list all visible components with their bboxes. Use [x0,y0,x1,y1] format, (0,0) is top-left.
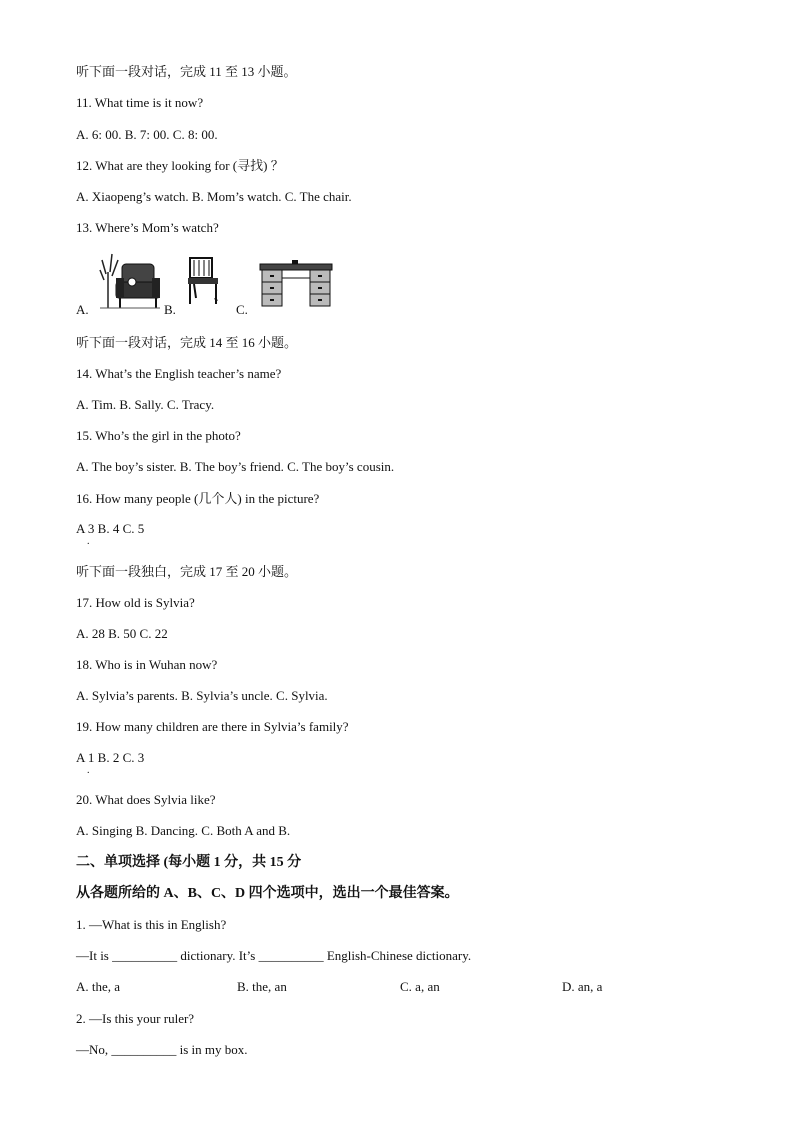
options-11: A. 6: 00. B. 7: 00. C. 8: 00. [76,127,218,142]
options-14: A. Tim. B. Sally. C. Tracy. [76,397,215,412]
mc-question-1-sentence: —It is __________ dictionary. It’s __________ English-Chinese dictionary. [76,948,472,963]
mc-question-2-sentence: —No, __________ is in my box. [76,1042,248,1057]
question-17: 17. How old is Sylvia? [76,595,195,610]
chair-icon [184,256,226,306]
options-19: A 1 B. 2 C. 3 [76,750,145,765]
question-16: 16. How many people (几个人) in the picture? [76,491,320,506]
mc-question-1-options [76,979,676,995]
desk-icon [258,260,334,308]
section-heading-14-16: 听下面一段对话，完成 14 至 16 小题。 [76,335,298,350]
question-19: 19. How many children are there in Sylvia’s family? [76,719,349,734]
question-15: 15. Who’s the girl in the photo? [76,428,241,443]
question-11: 11. What time is it now? [76,95,204,110]
mc-question-1: 1. —What is this in English? [76,917,227,932]
section-heading-17-20: 听下面一段独白，完成 17 至 20 小题。 [76,564,298,579]
section-2-instructions: 从各题所给的 A、B、C、D 四个选项中，选出一个最佳答案。 [76,886,459,901]
question-20: 20. What does Sylvia like? [76,792,216,807]
mc-question-2: 2. —Is this your ruler? [76,1011,195,1026]
options-17: A. 28 B. 50 C. 22 [76,626,168,641]
options-18: A. Sylvia’s parents. B. Sylvia’s uncle. C. Sylvia. [76,688,328,703]
option-b-label: B. [164,302,176,317]
options-20: A. Singing B. Dancing. C. Both A and B. [76,823,291,838]
question-14: 14. What’s the English teacher’s name? [76,366,282,381]
options-16: A 3 B. 4 C. 5 [76,521,145,536]
section-heading-11-13: 听下面一段对话，完成 11 至 13 小题。 [76,64,297,79]
option-a-label: A. [76,302,89,317]
mc-option-a: A. the, a [76,979,121,994]
mc-option-b: B. the, an [237,979,287,994]
options-12: A. Xiaopeng’s watch. B. Mom’s watch. C. The chair. [76,189,352,204]
dot-mark: . [87,765,90,776]
mc-option-c: C. a, an [400,979,440,994]
question-12: 12. What are they looking for (寻找) ？ [76,158,284,173]
mc-option-d: D. an, a [562,979,603,994]
question-18: 18. Who is in Wuhan now? [76,657,218,672]
option-c-label: C. [236,302,248,317]
options-15: A. The boy’s sister. B. The boy’s friend. C. The boy’s cousin. [76,459,395,474]
question-13-picture-options [76,250,376,320]
armchair-icon [98,250,160,312]
section-2-heading: 二、单项选择 (每小题 1 分，共 15 分 [76,855,302,870]
dot-mark: . [87,536,90,547]
question-13: 13. Where’s Mom’s watch? [76,220,219,235]
